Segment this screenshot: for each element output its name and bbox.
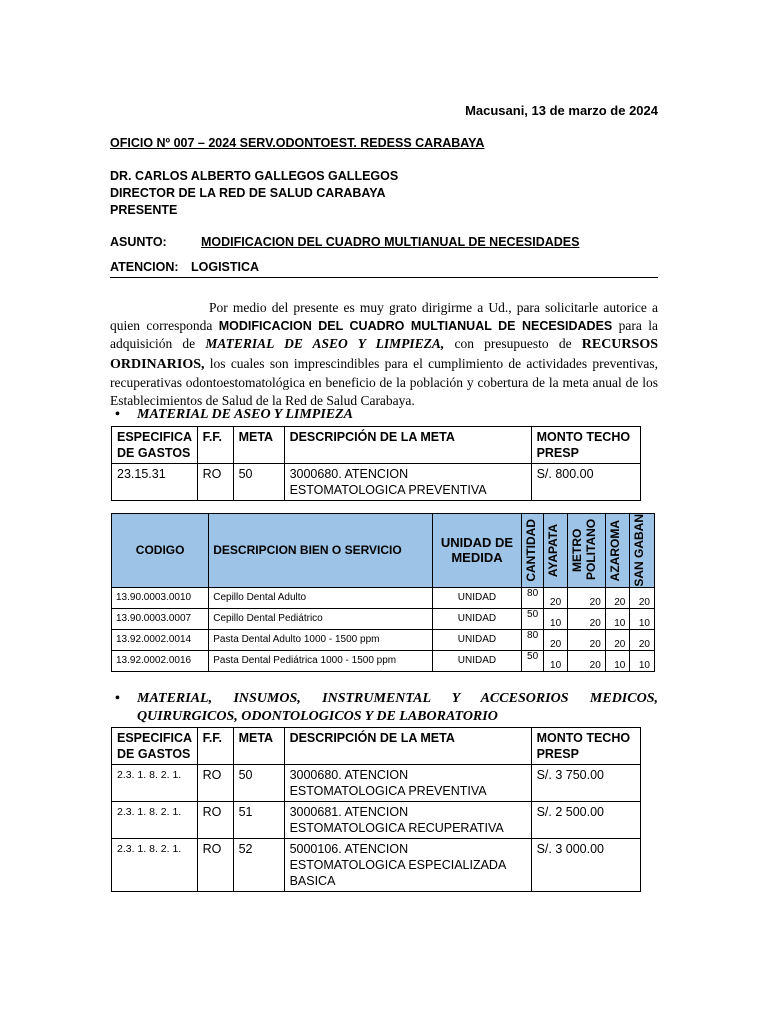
table-cell: 10 [543,650,568,671]
table-cell: 10 [605,608,630,629]
table-cell: 13.90.0003.0007 [112,608,209,629]
atencion-text: LOGISTICA [191,260,260,274]
table-row [112,765,641,802]
table-cell: 20 [630,629,655,650]
recipient-position: DIRECTOR DE LA RED DE SALUD CARABAYA [110,186,386,200]
header-divider [110,277,658,278]
header-cell: META [233,427,284,464]
vertical-header: CANTIDAD [524,519,539,582]
table-cell: S/. 2 500.00 [531,802,640,839]
body-text-4: MATERIAL DE ASEO Y LIMPIEZA, [205,336,445,352]
header-cell [522,514,544,588]
table-cell: 20 [543,587,568,608]
table-row [112,587,655,608]
oficio-number: OFICIO Nº 007 – 2024 SERV.ODONTOEST. REDESS CARABAYA [110,136,485,150]
table-cell: 50 [233,765,284,802]
table-cell: 50 [522,608,544,629]
header-cell: MONTO TECHO PRESP [531,728,640,765]
table-cell: S/. 800.00 [531,464,640,501]
table-cell: Cepillo Dental Adulto [209,587,432,608]
header-cell: MONTO TECHO PRESP [531,427,640,464]
table-cell: 2.3. 1. 8. 2. 1. [112,839,198,892]
table-cell: 3000680. ATENCION ESTOMATOLOGICA PREVENTIVA [284,765,531,802]
table-row [112,839,641,892]
table-cell: 3000680. ATENCION ESTOMATOLOGICA PREVENTIVA [284,464,531,501]
recipient-presente: PRESENTE [110,203,178,217]
body-text-1: Por medio del presente es muy grato dirigirme a Ud., para solicitarle autorice a quien corresponda [110,300,658,334]
table-cell: 20 [543,629,568,650]
recipient-block [110,168,398,219]
table-cell: 20 [568,629,605,650]
table-header-row [112,728,641,765]
table-cell: 20 [568,650,605,671]
body-text-6: RECURSOS ORDINARIOS, [110,337,658,372]
table-cell: 10 [630,650,655,671]
table-cell: 51 [233,802,284,839]
section1-table [111,426,641,501]
table-row [112,629,655,650]
header-cell [543,514,568,588]
section2-heading [115,690,658,726]
section1-heading [115,407,353,423]
table-cell: 3000681. ATENCION ESTOMATOLOGICA RECUPERATIVA [284,802,531,839]
table-cell: 20 [605,587,630,608]
table-cell: 10 [630,608,655,629]
table-cell: UNIDAD [432,629,522,650]
asunto-line [110,235,579,249]
body-text-7: los cuales son imprescindibles para el cumplimiento de actividades preventivas, recuperativas odontoestomatológica en beneficio de la población y cobertura de la meta anual de los Establecimientos de Salud de la Red de Salud Carabaya. [110,355,658,409]
table-cell: 20 [630,587,655,608]
vertical-header: SAN GABAN [632,514,647,587]
asunto-text: MODIFICACION DEL CUADRO MULTIANUAL DE NECESIDADES [201,235,580,249]
section2-table [111,727,641,892]
header-cell: ESPECIFICA DE GASTOS [112,427,198,464]
document-date: Macusani, 13 de marzo de 2024 [465,103,658,118]
header-cell: UNIDAD DE MEDIDA [432,514,522,588]
table-cell: 13.90.0003.0010 [112,587,209,608]
table-cell: Pasta Dental Adulto 1000 - 1500 ppm [209,629,432,650]
table-cell: S/. 3 000.00 [531,839,640,892]
table-cell: UNIDAD [432,608,522,629]
table-header-row [112,427,641,464]
header-cell: CODIGO [112,514,209,588]
header-cell: DESCRIPCION BIEN O SERVICIO [209,514,432,588]
bullet-icon: • [115,691,120,706]
table-cell: Pasta Dental Pediátrica 1000 - 1500 ppm [209,650,432,671]
table-cell: 2.3. 1. 8. 2. 1. [112,765,198,802]
header-cell: DESCRIPCIÓN DE LA META [284,427,531,464]
body-text-2: MODIFICACION DEL CUADRO MULTIANUAL DE NECESIDADES [218,319,613,334]
atencion-label: ATENCION: [110,260,179,274]
header-cell [605,514,630,588]
table-cell: 20 [568,608,605,629]
vertical-header: AYAPATA [545,523,560,577]
table-row [112,608,655,629]
table-cell: 5000106. ATENCION ESTOMATOLOGICA ESPECIALIZADA BASICA [284,839,531,892]
body-text-5: con presupuesto de [444,336,582,352]
vertical-header: METRO POLITANO [570,519,599,581]
table-row [112,464,641,501]
header-cell: F.F. [197,728,233,765]
table-cell: RO [197,802,233,839]
header-cell [630,514,655,588]
table-cell: 80 [522,629,544,650]
header-cell: ESPECIFICA DE GASTOS [112,728,198,765]
header-cell: DESCRIPCIÓN DE LA META [284,728,531,765]
body-text-3: para la adquisición de [110,318,658,352]
table-cell: Cepillo Dental Pediátrico [209,608,432,629]
bullet-icon: • [115,407,120,422]
items-table [111,513,655,672]
table-header-row [112,514,655,588]
table-cell: 23.15.31 [112,464,198,501]
table-cell: S/. 3 750.00 [531,765,640,802]
header-cell: META [233,728,284,765]
header-cell [568,514,605,588]
table-cell: 20 [568,587,605,608]
table-cell: 10 [543,608,568,629]
recipient-name: DR. CARLOS ALBERTO GALLEGOS GALLEGOS [110,169,399,183]
body-paragraph [110,299,658,410]
section2-title: MATERIAL, INSUMOS, INSTRUMENTAL Y ACCESORIOS MEDICOS, QUIRURGICOS, ODONTOLOGICOS Y DE LABORATORIO [137,691,658,724]
section1-title: MATERIAL DE ASEO Y LIMPIEZA [137,407,354,422]
table-cell: 52 [233,839,284,892]
table-cell: 13.92.0002.0014 [112,629,209,650]
table-cell: 10 [605,650,630,671]
asunto-label: ASUNTO: [110,235,167,249]
table-cell: RO [197,464,233,501]
vertical-header: AZAROMA [607,519,622,581]
table-cell: 2.3. 1. 8. 2. 1. [112,802,198,839]
table-row [112,802,641,839]
header-cell: F.F. [197,427,233,464]
table-cell: UNIDAD [432,650,522,671]
table-cell: UNIDAD [432,587,522,608]
table-cell: RO [197,765,233,802]
table-row [112,650,655,671]
table-cell: 20 [605,629,630,650]
table-cell: 80 [522,587,544,608]
table-cell: 50 [522,650,544,671]
atencion-line [110,260,259,274]
table-cell: 50 [233,464,284,501]
table-cell: RO [197,839,233,892]
table-cell: 13.92.0002.0016 [112,650,209,671]
